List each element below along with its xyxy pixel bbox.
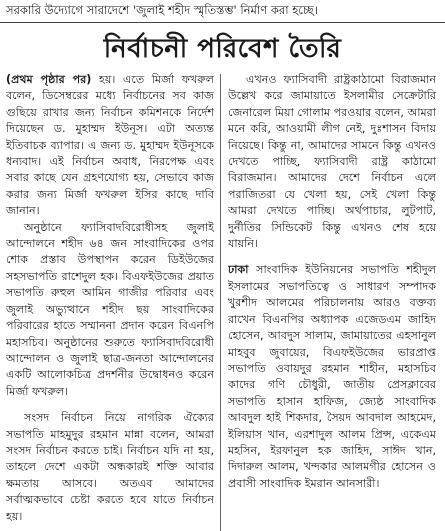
top-divider <box>0 22 445 23</box>
paragraph-manna: সংসদ নির্বাচন নিয়ে নাগরিক ঐক্যের সভাপতি মাহমুদুর রহমান মান্না বলেন, আমরা সংসদ নির্বাচন করতে চাই। নির্বাচন যদি না হয়, তাহলে দেশে একটা অন্ধকারই শক্তি আবার ক্ষমতায় আসবে। অতএব আমাদের সর্বাত্মকভাবে চেষ্টা করতে হবে যাতে নির্বাচন হয়। <box>6 411 214 523</box>
previous-article-tail: সরকারি উদ্যোগে সারাদেশে 'জুলাই শহীদ স্মৃতিস্তম্ভ' নির্মাণ করা হচ্ছে। <box>6 3 318 17</box>
left-column <box>6 72 214 531</box>
dhaka-press-marker: ঢাকা <box>228 263 249 277</box>
paragraph-speakers <box>228 262 436 492</box>
speakers-text: সাংবাদিক ইউনিয়নের সভাপতি শহীদুল ইসলামের সভাপতিত্বে ও সাধারণ সম্পাদক খুরশীদ আলমের পরিচালনায় আরও বক্তব্য রাখেন বিএনপির অধ্যাপক এজেডএম জাহিদ হোসেন, আবদুস সালাম, জামায়াতের এহসানুল মাহবুব জুবায়ের, বিএফইউজের ভারপ্রাপ্ত সভাপতি ওবায়দুর রহমান শাহীন, মহাসচিব কাদের গণি চৌধুরী, জাতীয় প্রেসক্লাবের সভাপতি হাসান হাফিজ, জ্যেষ্ঠ সাংবাদিক আবদুল হাই শিকদার, সৈয়দ আবদাল আহমেদ, ইলিয়াস খান, এরশাদুল আলম প্রিন্স, একেএম মহসিন, ইরফানুল হক জাহিদ, সাঈদ খান, দিদারুল আলম, খন্দকার আলমগীর হোসেন ও প্রবাসী সাংবাদিক ইমরান আনসারী। <box>228 263 436 490</box>
paragraph-jamaat: এখনও ফ্যাসিবাদী রাষ্ট্রকাঠামো বিরাজমান উল্লেখ করে জামায়াতে ইসলামীর সেক্রেটারি জেনারেল মিয়া গোলাম পরওয়ার বলেন, আমরা মনে করি, আওয়ামী লীগ নেই, দুঃশাসন বিদায় নিয়েছে। কিন্তু না, আমাদের সামনে কিন্তু এখনও দেখতে পাচ্ছি, ফ্যাসিবাদী রাষ্ট্র কাঠামো বিরাজমান। আমাদের দেশে নির্বাচন এলে পরাজিতরা যে খেলা হয়, সেই খেলা কিন্তু আমরা দেখতে পাচ্ছি। অর্থপাচার, লুটপাট, দুর্নীতির সিন্ডিকেট কিন্তু এখনও শেষ হয়ে যায়নি। <box>228 73 436 251</box>
continued-from-front-page-label: (প্রথম পৃষ্ঠার পর) <box>6 73 92 86</box>
paragraph-condolence: অনুষ্ঠানে ফ্যাসিবাদবিরোধীসহ জুলাই আন্দোলনে শহীদ ৬৪ জন সাংবাদিকের ওপর শোক প্রস্তাব উপস্থাপন করেন ডিইউজের সহসভাপতি রাশেদুল হক। বিএফইউজের প্রয়াত সভাপতি রুহুল আমিন গাজীর পরিবার এবং জুলাই অভ্যুত্থানে শহীদ ছয় সাংবাদিকের পরিবারের হাতে সম্মাননা প্রদান করেন বিএনপি মহাসচিব। অনুষ্ঠানের শুরুতে ফ্যাসিবাদবিরোধী আন্দোলন ও জুলাই ছাত্র-জনতা আন্দোলনের একটি আলোকচিত্র প্রদর্শনীর উদ্বোধনও করেন মির্জা ফখরুল। <box>6 220 214 398</box>
paragraph-lead <box>6 72 214 220</box>
column-divider <box>220 74 221 531</box>
article-headline: নির্বাচনী পরিবেশ তৈরি <box>103 34 342 64</box>
right-column <box>228 72 436 531</box>
lead-text: হয়। এতে মির্জা ফখরুল বলেন, ডিসেম্বরের মধ্যে নির্বাচনের সব কাজ গুছিয়ে রাখার জন্য নির্বাচন কমিশনকে নির্দেশ দিয়েছেন ড. মুহাম্মদ ইউনূস। এটা অত্যন্ত ইতিবাচক ব্যাপার। এ জন্য ড. মুহাম্মদ ইউনূসকে ধন্যবাদ। এই নির্বাচন অবাধ, নিরপেক্ষ এবং সবার কাছে যেন গ্রহণযোগ্য হয়, সেভাবে কাজ করার জন্য মির্জা ফখরুল ইসির কাছে দাবি জানান। <box>6 73 214 218</box>
